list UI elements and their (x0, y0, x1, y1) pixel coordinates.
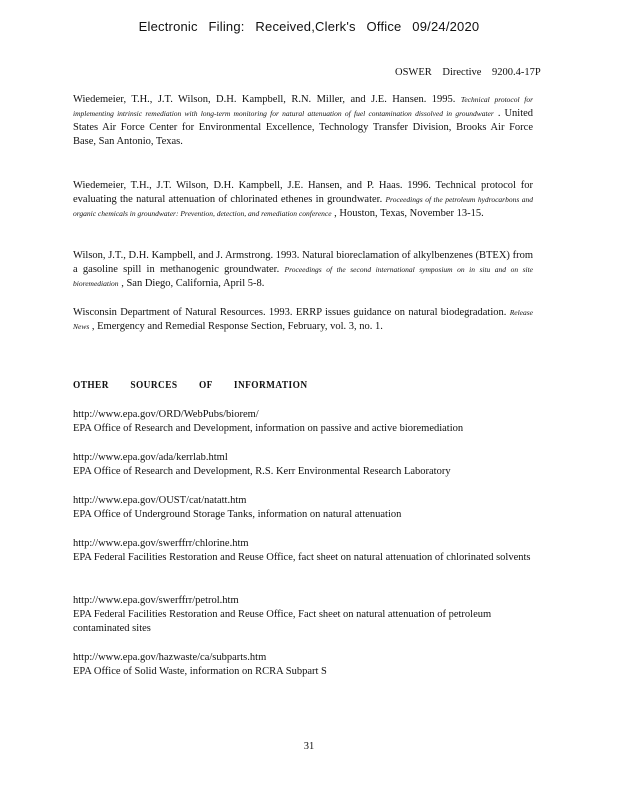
reference-title: Release News (73, 308, 534, 331)
source-description: EPA Office of Underground Storage Tanks, information on natural attenuation (73, 509, 402, 520)
reference-entry (73, 93, 533, 149)
directive-number: OSWER Directive 9200.4-17P (395, 67, 541, 78)
source-description: EPA Federal Facilities Restoration and Reuse Office, fact sheet on natural attenuation of chlorinated solvents (73, 552, 531, 563)
source-entry (73, 408, 533, 436)
source-entry (73, 651, 533, 679)
page-number: 31 (303, 741, 315, 752)
reference-text: . United States Air Force Center for Environmental Excellence, Technology Transfer Division, Brooks Air Force Base, San Antonio, Texas. (73, 108, 534, 147)
section-heading: OTHER SOURCES OF INFORMATION (73, 379, 308, 391)
source-description: EPA Office of Research and Development, R.S. Kerr Environmental Research Laboratory (73, 466, 451, 477)
source-url[interactable]: http://www.epa.gov/ada/kerrlab.html (73, 452, 228, 463)
source-description: EPA Office of Research and Development, information on passive and active bioremediation (73, 423, 464, 434)
source-url[interactable]: http://www.epa.gov/ORD/WebPubs/biorem/ (73, 409, 259, 420)
reference-text: Wisconsin Department of Natural Resources. 1993. ERRP issues guidance on natural biodegradation. (73, 307, 507, 318)
source-url[interactable]: http://www.epa.gov/swerffrr/petrol.htm (73, 595, 239, 606)
reference-text: , San Diego, California, April 5-8. (121, 278, 265, 289)
reference-title: Technical protocol for implementing intrinsic remediation with long-term monitoring for natural attenuation of fuel contamination dissolved in groundwater (73, 95, 534, 118)
source-entry (73, 451, 533, 479)
source-url[interactable]: http://www.epa.gov/hazwaste/ca/subparts.htm (73, 652, 267, 663)
reference-text: Wiedemeier, T.H., J.T. Wilson, D.H. Kampbell, R.N. Miller, and J.E. Hansen. 1995. (73, 94, 456, 105)
source-url[interactable]: http://www.epa.gov/swerffrr/chlorine.htm (73, 538, 249, 549)
reference-text: Wiedemeier, T.H., J.T. Wilson, D.H. Kampbell, J.E. Hansen, and P. Haas. 1996. Technical protocol for evaluating the natural attenuation of chlorinated ethenes in groundwater. (73, 180, 533, 205)
source-description: EPA Federal Facilities Restoration and Reuse Office, Fact sheet on natural attenuation of petroleum contaminated sites (73, 609, 492, 634)
reference-title: Proceedings of the petroleum hydrocarbons and organic chemicals in groundwater: Prevention, detection, and remediation conference (73, 195, 533, 218)
filing-header: Electronic Filing: Received,Clerk's Office 09/24/2020 (138, 19, 480, 34)
source-entry (73, 537, 533, 565)
source-entry (73, 594, 533, 636)
source-description: EPA Office of Solid Waste, information on RCRA Subpart S (73, 666, 327, 677)
reference-text: , Emergency and Remedial Response Section, February, vol. 3, no. 1. (91, 321, 383, 332)
reference-entry (73, 306, 533, 334)
reference-text: Wilson, J.T., D.H. Kampbell, and J. Armstrong. 1993. Natural bioreclamation of alkylbenzenes (BTEX) from a gasoline spill in methanogenic groundwater. (73, 250, 533, 275)
reference-title: Proceedings of the second international symposium on in situ and on site bioremediation (73, 265, 533, 288)
reference-entry (73, 249, 533, 291)
source-url[interactable]: http://www.epa.gov/OUST/cat/natatt.htm (73, 495, 247, 506)
source-entry (73, 494, 533, 522)
reference-text: , Houston, Texas, November 13-15. (334, 208, 484, 219)
reference-entry (73, 179, 533, 221)
